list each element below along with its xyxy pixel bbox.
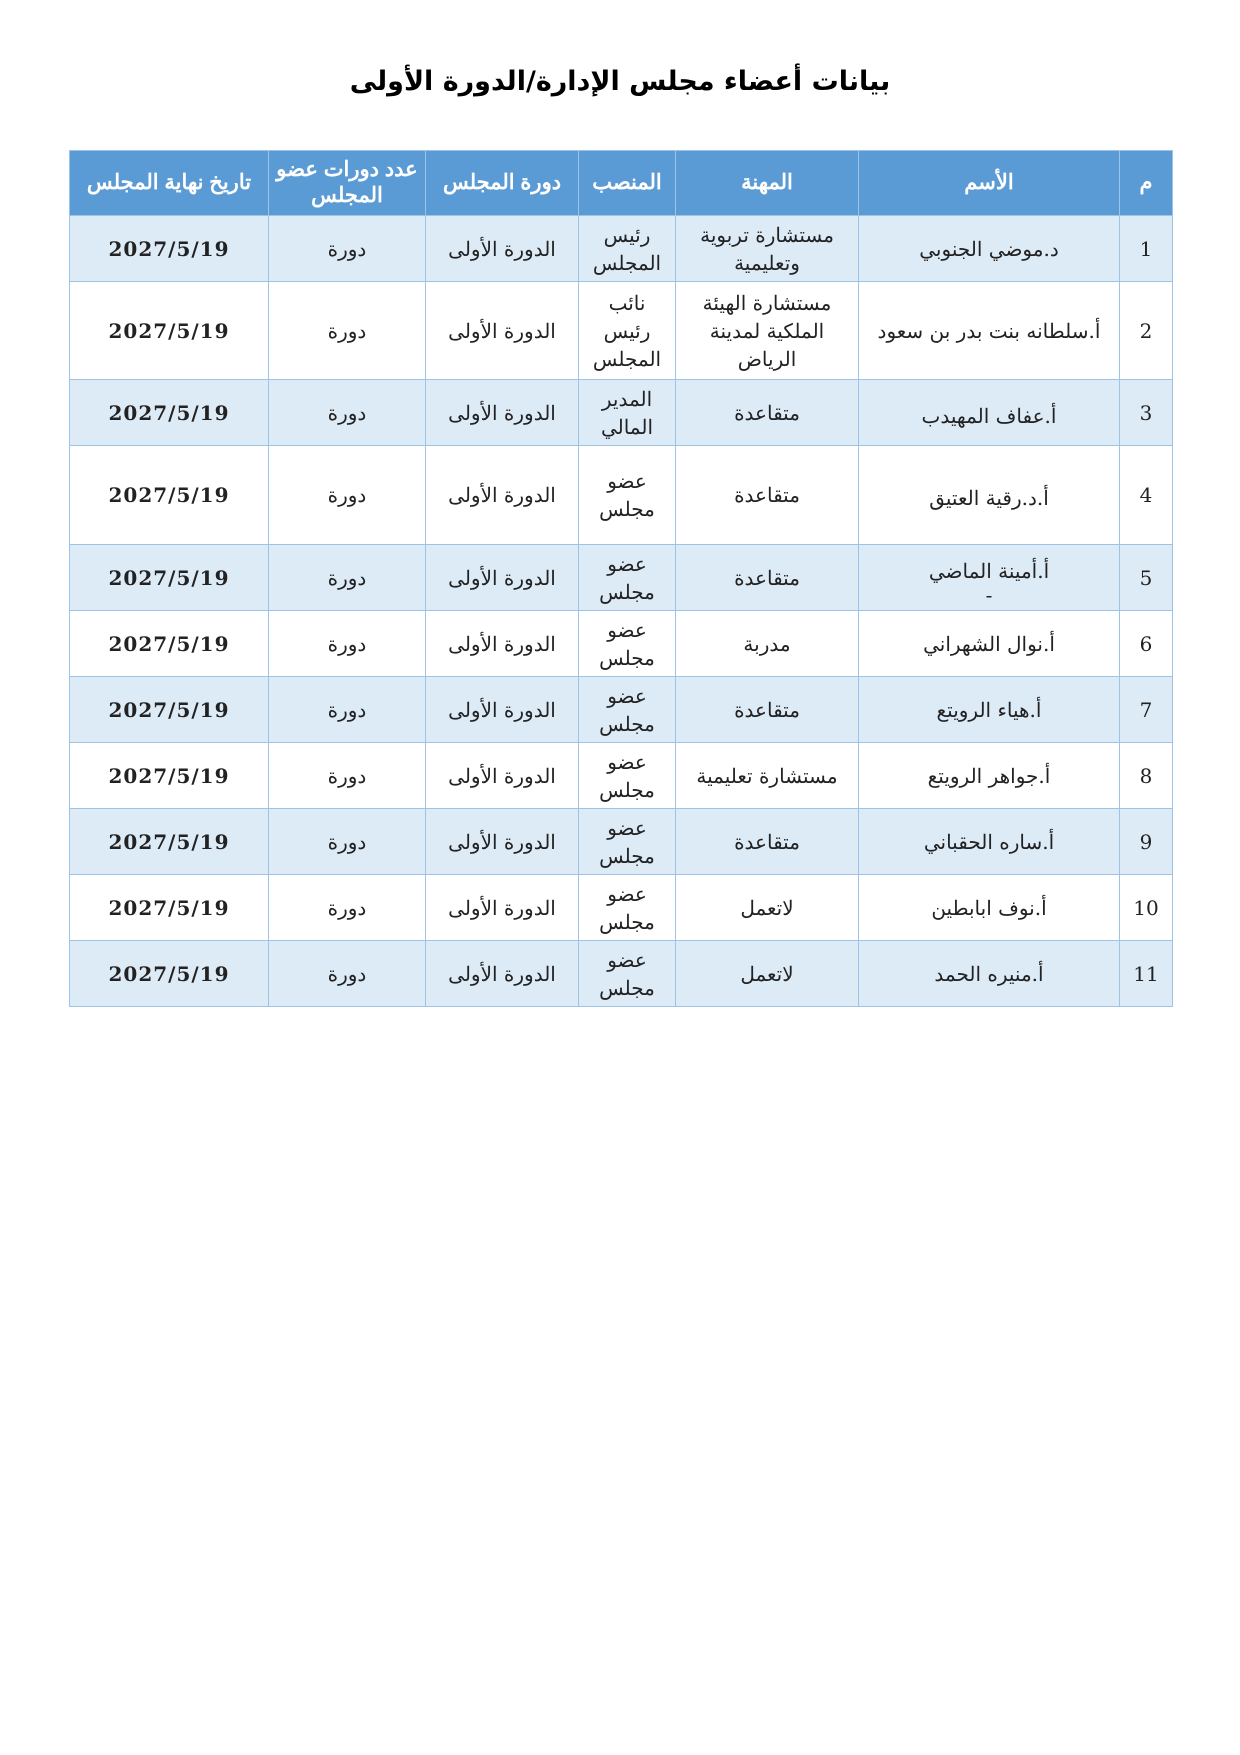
header-profession: المهنة [676, 151, 859, 216]
cell-cycle: الدورة الأولى [426, 380, 579, 446]
cell-cycle: الدورة الأولى [426, 743, 579, 809]
cell-profession: مستشارة الهيئة الملكية لمدينة الرياض [676, 282, 859, 380]
cell-name: د.موضي الجنوبي [859, 216, 1120, 282]
cell-profession: متقاعدة [676, 545, 859, 611]
cell-position: عضو مجلس [579, 743, 676, 809]
cell-end-date: 2027/5/19 [70, 545, 269, 611]
cell-end-date: 2027/5/19 [70, 677, 269, 743]
cell-terms: دورة [269, 809, 426, 875]
cell-profession: مستشارة تربوية وتعليمية [676, 216, 859, 282]
cell-position: رئيس المجلس [579, 216, 676, 282]
cell-terms: دورة [269, 743, 426, 809]
cell-profession: مدربة [676, 611, 859, 677]
cell-profession: متقاعدة [676, 380, 859, 446]
cell-num: 2 [1120, 282, 1173, 380]
cell-position: عضو مجلس [579, 611, 676, 677]
cell-position: المدير المالي [579, 380, 676, 446]
header-row [70, 151, 1173, 216]
cell-position: عضو مجلس [579, 677, 676, 743]
cell-cycle: الدورة الأولى [426, 941, 579, 1007]
cell-name: أ.نوال الشهراني [859, 611, 1120, 677]
header-position: المنصب [579, 151, 676, 216]
cell-name [859, 380, 1120, 446]
header-end-date: تاريخ نهاية المجلس [70, 151, 269, 216]
cell-position: نائب رئيس المجلس [579, 282, 676, 380]
cell-terms: دورة [269, 941, 426, 1007]
cell-terms: دورة [269, 380, 426, 446]
cell-name: أ.سلطانه بنت بدر بن سعود [859, 282, 1120, 380]
cell-terms: دورة [269, 282, 426, 380]
table-row [70, 941, 1173, 1007]
cell-profession: لاتعمل [676, 941, 859, 1007]
header-name: الأسم [859, 151, 1120, 216]
cell-cycle: الدورة الأولى [426, 809, 579, 875]
cell-cycle: الدورة الأولى [426, 677, 579, 743]
cell-num: 11 [1120, 941, 1173, 1007]
cell-num: 1 [1120, 216, 1173, 282]
header-num: م [1120, 151, 1173, 216]
cell-num: 8 [1120, 743, 1173, 809]
cell-profession: متقاعدة [676, 809, 859, 875]
table-row [70, 545, 1173, 611]
cell-end-date: 2027/5/19 [70, 809, 269, 875]
cell-end-date: 2027/5/19 [70, 380, 269, 446]
cell-position: عضو مجلس [579, 809, 676, 875]
table-row [70, 611, 1173, 677]
table-row [70, 380, 1173, 446]
table-row [70, 809, 1173, 875]
cell-num: 3 [1120, 380, 1173, 446]
cell-cycle: الدورة الأولى [426, 545, 579, 611]
cell-name: أ.جواهر الرويتع [859, 743, 1120, 809]
table-row [70, 216, 1173, 282]
cell-end-date: 2027/5/19 [70, 282, 269, 380]
cell-end-date: 2027/5/19 [70, 216, 269, 282]
table-row [70, 446, 1173, 545]
page-title: بيانات أعضاء مجلس الإدارة/الدورة الأولى [349, 66, 891, 97]
name-suffix: - [985, 582, 993, 607]
cell-name [859, 545, 1120, 611]
cell-terms: دورة [269, 545, 426, 611]
cell-profession: متقاعدة [676, 446, 859, 545]
cell-num: 6 [1120, 611, 1173, 677]
cell-cycle: الدورة الأولى [426, 875, 579, 941]
cell-profession: لاتعمل [676, 875, 859, 941]
cell-num: 5 [1120, 545, 1173, 611]
cell-terms: دورة [269, 875, 426, 941]
cell-end-date: 2027/5/19 [70, 941, 269, 1007]
cell-name [859, 446, 1120, 545]
cell-position: عضو مجلس [579, 545, 676, 611]
name-text: أ.د.رقية العتيق [929, 486, 1049, 510]
cell-terms: دورة [269, 446, 426, 545]
table-row [70, 282, 1173, 380]
cell-terms: دورة [269, 677, 426, 743]
cell-end-date: 2027/5/19 [70, 446, 269, 545]
cell-profession: متقاعدة [676, 677, 859, 743]
cell-num: 10 [1120, 875, 1173, 941]
name-text: أ.عفاف المهيدب [921, 403, 1057, 428]
cell-num: 4 [1120, 446, 1173, 545]
cell-end-date: 2027/5/19 [70, 875, 269, 941]
cell-name: أ.منيره الحمد [859, 941, 1120, 1007]
cell-num: 7 [1120, 677, 1173, 743]
cell-cycle: الدورة الأولى [426, 611, 579, 677]
cell-end-date: 2027/5/19 [70, 743, 269, 809]
cell-position: عضو مجلس [579, 446, 676, 545]
header-terms: عدد دورات عضو المجلس [269, 151, 426, 216]
table-row [70, 677, 1173, 743]
cell-name: أ.نوف ابابطين [859, 875, 1120, 941]
cell-end-date: 2027/5/19 [70, 611, 269, 677]
cell-position: عضو مجلس [579, 875, 676, 941]
cell-cycle: الدورة الأولى [426, 282, 579, 380]
cell-terms: دورة [269, 216, 426, 282]
cell-terms: دورة [269, 611, 426, 677]
table-row [70, 743, 1173, 809]
cell-cycle: الدورة الأولى [426, 446, 579, 545]
header-cycle: دورة المجلس [426, 151, 579, 216]
table-row [70, 875, 1173, 941]
name-text: أ.أمينة الماضي [928, 558, 1050, 583]
cell-profession: مستشارة تعليمية [676, 743, 859, 809]
cell-num: 9 [1120, 809, 1173, 875]
board-members-table [69, 150, 1173, 1007]
cell-name: أ.هياء الرويتع [859, 677, 1120, 743]
cell-cycle: الدورة الأولى [426, 216, 579, 282]
cell-position: عضو مجلس [579, 941, 676, 1007]
cell-name: أ.ساره الحقباني [859, 809, 1120, 875]
